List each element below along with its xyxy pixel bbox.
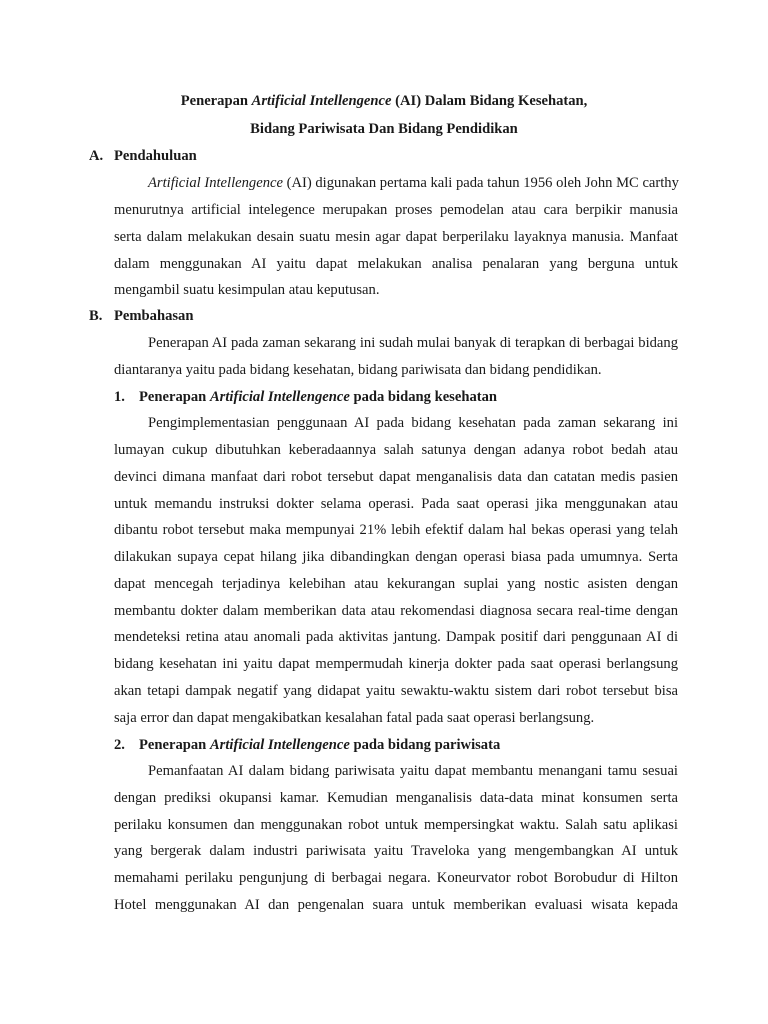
subsection-1-heading: 1. Penerapan Artificial Intellengence pada bidang kesehatan — [114, 389, 498, 405]
subsection-2-line: perilaku konsumen dan menggunakan robot untuk mempersingkat waktu. Salah satu aplikasi — [114, 817, 678, 833]
section-a-paragraph-line: dalam menggunakan AI yaitu dapat melakukan analisa penalaran yang berguna untuk — [114, 256, 678, 272]
subsection-2-line: dengan prediksi okupansi kamar. Kemudian menganalisis data-data minat konsumen serta — [114, 790, 678, 806]
subsection-2-heading: 2. Penerapan Artificial Intellengence pada bidang pariwisata — [114, 737, 501, 753]
subsection-1-line: dilakukan supaya cepat hilang jika dibandingkan dengan operasi biasa pada umumnya. Serta — [114, 549, 678, 565]
subsection-1-line: dapat mencegah terjadinya kelebihan atau kekurangan suplai yang nostic asisten dengan — [114, 576, 678, 592]
subsection-1-line: Pengimplementasian penggunaan AI pada bidang kesehatan pada zaman sekarang ini — [148, 415, 678, 431]
subsection-1-line: lumayan cukup dibutuhkan keberadaannya salah satunya dengan adanya robot bedah atau — [114, 442, 678, 458]
subsection-2-line: Pemanfaatan AI dalam bidang pariwisata yaitu dapat membantu menangani tamu sesuai — [148, 763, 678, 779]
document-title-line-1: Penerapan Artificial Intellengence (AI) Dalam Bidang Kesehatan, — [180, 93, 588, 109]
subsection-1-line: bidang kesehatan ini yaitu dapat mempermudah kinerja dokter pada saat operasi berlangsung — [114, 656, 678, 672]
subsection-2-line: memahami perilaku pengunjung di berbagai negara. Koneurvator robot Borobudur di Hilton — [114, 870, 678, 886]
document-title-line-2: Bidang Pariwisata Dan Bidang Pendidikan — [250, 121, 518, 137]
subsection-1-line: untuk memandu instruksi dokter selama operasi. Pada saat operasi jika menggunakan atau — [114, 496, 678, 512]
section-a-paragraph-line: serta dalam melakukan desain suatu mesin agar dapat berperilaku layaknya manusia. Manfaat — [114, 229, 678, 245]
section-a-paragraph-line: menurutnya artificial intelegence merupakan proses pemodelan atau cara berpikir manusia — [114, 202, 678, 218]
section-b-intro-line: Penerapan AI pada zaman sekarang ini sudah mulai banyak di terapkan di berbagai bidang — [148, 335, 678, 351]
subsection-2-line: yang bergerak dalam industri pariwisata yaitu Traveloka yang mengembangkan AI untuk — [114, 843, 678, 859]
subsection-1-line: saja error dan dapat mengakibatkan kesalahan fatal pada saat operasi berlangsung. — [114, 710, 595, 726]
section-b-intro-line: diantaranya yaitu pada bidang kesehatan, bidang pariwisata dan bidang pendidikan. — [114, 362, 602, 378]
section-a-paragraph-line: mengambil suatu kesimpulan atau keputusan. — [114, 282, 380, 298]
section-b-heading: B. Pembahasan — [89, 308, 194, 324]
subsection-1-line: membantu dokter dalam memberikan data atau rekomendasi diagnosa secara real-time dengan — [114, 603, 678, 619]
subsection-1-line: mendeteksi retina atau anomali pada aktivitas jantung. Dampak positif dari penggunaan AI di — [114, 629, 678, 645]
subsection-1-line: dibantu robot tersebut maka mempunyai 21% lebih efektif dalam hal bekas operasi yang telah — [114, 522, 678, 538]
section-a-heading: A. Pendahuluan — [89, 148, 197, 164]
subsection-1-line: akan tetapi dampak negatif yang didapat yaitu sewaktu-waktu sistem dari robot tersebut bisa — [114, 683, 678, 699]
section-a-paragraph-line: Artificial Intellengence (AI) digunakan pertama kali pada tahun 1956 oleh John MC carthy — [148, 175, 679, 191]
subsection-1-line: devinci dimana manfaat dari robot tersebut dapat menganalisis data dan catatan medis pasien — [114, 469, 678, 485]
subsection-2-line: Hotel menggunakan AI dan pengenalan suara untuk memberikan evaluasi wisata kepada — [114, 897, 678, 913]
